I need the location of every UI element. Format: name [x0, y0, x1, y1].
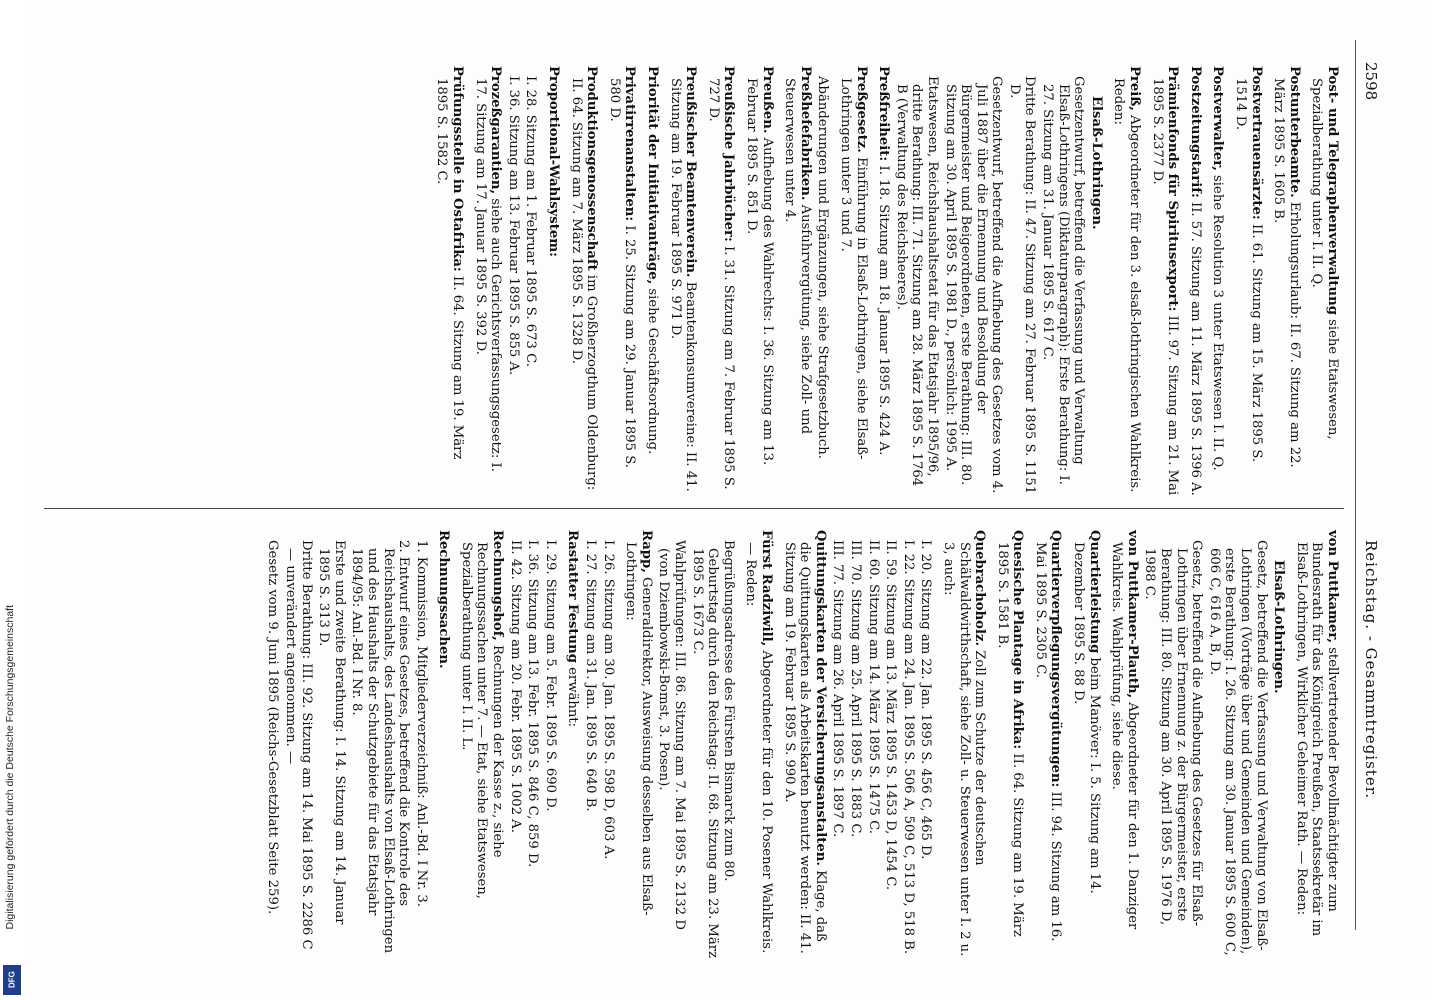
index-entry-text: erwähnt: — [565, 662, 581, 728]
index-entry — [644, 66, 660, 496]
index-entry — [1109, 530, 1140, 960]
index-entry — [568, 66, 599, 496]
index-entry-heading: Rechnungshof, — [490, 530, 506, 641]
index-entry-text: III. 97. Sitzung am 21. Mai 1895 S. 2377 D. — [1149, 78, 1181, 496]
index-entry-heading: Postvertrauensärzte: — [1248, 66, 1264, 220]
index-subentry: III. 77. Sitzung am 26. April 1895 S. 1897 C. — [830, 540, 846, 838]
index-entry — [1309, 66, 1340, 496]
index-entry-text: Klage, daß die Quittungskarten als Arbeitskarten benutzt werden: II. 41. Sitzung am 19. Februar 1895 S. 990 A. — [781, 542, 828, 954]
index-entry-text: siehe auch Gerichtsverfassungsgesetz: I. 17. Sitzung am 17. Januar 1895 S. 392 D. — [472, 78, 504, 472]
index-entry-heading: von Puttkamer-Plauth, — [1124, 530, 1140, 699]
index-subentry: Dritte Berathung: III. 92. Sitzung am 14. Mai 1895 S. 2286 C — unverändert angenommen. — — [282, 540, 314, 950]
index-entry — [545, 66, 561, 496]
index-entry — [743, 530, 774, 960]
index-entry-text: I. 31. Sitzung am 7. Februar 1895 S. 727 D. — [705, 78, 737, 490]
index-subentry: Gesetz, betreffend die Verfassung und Verwaltung von Elsaß-Lothringen (Vorträge über und Gemeinden und Gemeinden), erste Berathung: I. 26. Sitzung am 30. Januar 1895 S. 600 C, 606 C, 616 A, B, D. — [1206, 540, 1269, 956]
index-entry — [434, 66, 465, 496]
index-entry-text: II. 64. Sitzung am 19. März 1895 S. 1582 C. — [434, 78, 466, 460]
dfg-logo: DFG — [3, 965, 21, 995]
index-entry — [623, 530, 654, 960]
index-subentry: Dritte Berathung: II. 47. Sitzung am 27. Februar 1895 S. 1151 D. — [1006, 76, 1038, 495]
index-subentry: Begrüßungsadresse des Fürsten Bismarck zum 80. Geburtstag durch den Reichstag: II. 68. Sitzung am 23. März 1895 S. 1673 C. — [689, 540, 736, 958]
index-subentry: I. 29. Sitzung am 5. Febr. 1895 S. 690 D. — [542, 540, 558, 812]
index-entry-text: Beamtenkonsumvereine: II. 41. Sitzung am 19. Februar 1895 S. 971 D. — [667, 78, 699, 492]
index-entry-heading: Quebrachoholz. — [972, 530, 988, 647]
index-subentry: I. 36. Sitzung am 13. Febr. 1895 S. 846 C, 859 D. — [525, 540, 541, 868]
index-entry-heading: Quartierleistung — [1086, 530, 1102, 654]
index-entry-heading: Fürst Radziwill, — [759, 530, 774, 647]
index-entry-heading: Produktionsgenossenschaft — [584, 66, 600, 271]
index-subentry: 2. Entwurf eines Gesetzes, betreffend die Kontrole des Reichshaushalts, des Landeshaushalts von Elsaß-Lothringen und des Haushalts der Schutzgebiete für das Etatsjahr 1894/95: Anl.-Bd. I Nr. 8. — [349, 540, 412, 954]
index-entry-text: beim Manöver: I. 5. Sitzung am 14. Dezember 1895 S. 88 D. — [1071, 542, 1102, 894]
index-entry — [782, 66, 813, 496]
index-entry-text: siehe Resolution 3 unter Etatswesen I. II. Q. — [1210, 170, 1226, 471]
index-entry-heading: Postverwalter, — [1210, 66, 1226, 171]
index-entry-text: I. 18. Sitzung am 18. Januar 1895 S. 424 A. — [876, 161, 892, 456]
column-divider — [44, 508, 1344, 509]
page-header — [1355, 40, 1384, 930]
index-entry — [1210, 66, 1226, 496]
index-subheading: Elsaß-Lothringen. — [1088, 96, 1104, 230]
index-entry-text: Aufhebung des Wahlrechts: I. 36. Sitzung am 13. Februar 1895 S. 851 D. — [744, 78, 775, 466]
right-column — [263, 530, 1340, 960]
index-subentry: 1. Kommission, Mitgliederverzeichniß: Anl.-Bd. I Nr. 3. — [413, 540, 429, 907]
index-entry — [1293, 530, 1340, 960]
index-subentry: I. 22. Sitzung am 24. Jan. 1895 S. 506 A, 509 C, 513 D, 518 B. — [900, 540, 916, 955]
index-entry-text: siehe Geschäftsordnung. — [645, 284, 661, 455]
index-subentry: I. 20. Sitzung am 22. Jan. 1895 S. 456 C, 465 D. — [918, 540, 934, 860]
index-entry-text: II. 64. Sitzung am 19. März 1895 S. 1581 B. — [994, 542, 1026, 937]
index-entry-heading: Post- und Telegraphenverwaltung — [1325, 66, 1340, 315]
index-subentry: Gesetz, betreffend die Aufhebung des Gesetzes für Elsaß-Lothringen über Ernennung z. der Bürgermeister, erste Berathung: III. 80. Sitzung am 30. April 1895 S. 1976 D, 1988 C. — [1142, 540, 1205, 927]
index-entry-heading: Proportional-Wahlsystem: — [546, 66, 562, 258]
index-entry-text: stellvertretender Bevollmächtigter zum Bundesrath für das Königreich Preußen, Staatssekretär im Elsaß-Lothringen, Wirklicher Geheimer Rath. — Reden: — [1293, 542, 1340, 937]
index-entry-heading: Quesische Plantage in Afrika: — [1010, 530, 1026, 750]
index-entry-heading: Preußische Jahrbücher: — [721, 66, 737, 242]
index-entry — [667, 66, 698, 496]
index-entry-text: II. 57. Sitzung am 11. März 1895 S. 1396 A. — [1187, 197, 1203, 496]
index-entry-heading: Postzeitungstarif: — [1187, 66, 1203, 198]
index-entry — [876, 66, 892, 496]
index-entry-heading: Preßgesetz. — [853, 66, 869, 153]
index-entry-text: Erholungsurlaub: II. 67. Sitzung am 22. März 1895 S. 1605 B. — [1271, 78, 1302, 468]
index-entry — [1111, 66, 1142, 496]
index-entry — [1271, 66, 1302, 496]
index-entry — [1149, 66, 1180, 496]
index-entry-text: Abgeordneter für den 3. elsaß-lothringischen Wahlkreis. Reden: — [1111, 78, 1143, 493]
index-entry-heading: Prüfungsstelle in Ostafrika: — [450, 66, 466, 272]
index-entry — [743, 66, 774, 496]
index-subentry: Gesetz vom 9. Juni 1895 (Reichs-Gesetzblatt Seite 259). — [265, 540, 281, 915]
index-entry-text: Einführung in Elsaß-Lothringen, siehe Elsaß-Lothringen unter 3 und 7. — [837, 78, 869, 460]
index-entry — [565, 530, 581, 960]
index-entry-text: III. 94. Sitzung am 16. Mai 1895 S. 2305 C. — [1032, 542, 1064, 942]
digitization-note: Digitalisierung gefördert durch die Deutsche Forschungsgemeinschaft — [4, 605, 16, 930]
index-subentry: Abänderungen und Ergänzungen, siehe Strafgesetzbuch. — [815, 76, 831, 459]
index-entry-heading: Prozeßgarantien, — [488, 66, 504, 195]
index-entry-text: Abgeordneter für den 1. Danziger Wahlkreis. Wahlprüfung, siehe diese. — [1109, 542, 1140, 930]
index-entry — [1071, 530, 1102, 960]
index-subentry: II. 60. Sitzung am 14. März 1895 S. 1475 C. — [865, 540, 881, 834]
index-entry-text: im Großherzogthum Oldenburg: II. 64. Sitzung am 7. März 1895 S. 1328 D. — [568, 78, 600, 491]
index-entry-text: I. 25. Sitzung am 29. Januar 1895 S. 580 D. — [606, 78, 638, 468]
side-strip — [0, 0, 26, 1000]
index-subentry: II. 42. Sitzung am 20. Febr. 1895 S. 1002 A. — [507, 540, 523, 833]
index-entry-text: Abgeordneter für den 10. Posener Wahlkreis. — Reden: — [743, 542, 774, 954]
index-entry-text: Zoll zum Schutze der deutschen Schälwaldwirthschaft, siehe Zoll- u. Steuerwesen unter I. 2 u. 3, auch: — [940, 542, 988, 957]
index-subentry: I. 36. Sitzung am 13. Februar 1895 S. 855 A. — [505, 76, 521, 376]
index-entry-heading: Rapp, — [638, 530, 654, 573]
index-entry-heading: Preußen. — [759, 66, 775, 134]
index-entry-heading: Preßhefefabriken. — [797, 66, 813, 201]
index-subentry: Erste und zweite Berathung: I. 14. Sitzung am 14. Januar 1895 S. 313 D. — [316, 540, 347, 925]
index-entry — [705, 66, 736, 496]
index-entry — [781, 530, 828, 960]
index-entry — [940, 530, 987, 960]
index-entry-text: II. 61. Sitzung am 15. März 1895 S. 1514 D. — [1233, 78, 1264, 463]
index-entry — [472, 66, 503, 496]
index-entry — [837, 66, 868, 496]
index-entry-heading: Preiß, — [1127, 66, 1143, 111]
index-entry-heading: Privatirrenanstalten: — [622, 66, 638, 222]
index-entry-text: Rechnungen der Kasse z., siehe Rechnungssachen unter 7. — Etat, siehe Etatswesen, Spezialberathung unter I. II. L. — [458, 542, 506, 899]
index-entry — [994, 530, 1025, 960]
index-subentry: II. 59. Sitzung am 13. März 1895 S. 1453 D, 1454 C. — [883, 540, 899, 891]
index-entry-heading: Postunterbeamte. — [1286, 66, 1302, 198]
index-entry — [1032, 530, 1063, 960]
index-entry — [1187, 66, 1203, 496]
index-entry — [436, 530, 452, 960]
index-subentry: III. 70. Sitzung am 25. April 1895 S. 1883 C. — [847, 540, 863, 838]
index-entry-heading: Rastatter Festung — [565, 530, 581, 663]
index-entry-text: Ausfuhrvergütung, siehe Zoll- und Steuerwesen unter 4. — [782, 78, 813, 435]
index-subentry: I. 28. Sitzung am 1. Februar 1895 S. 673 C. — [523, 76, 539, 367]
index-entry — [606, 66, 637, 496]
index-entry-heading: Priorität der Initiativanträge, — [645, 66, 661, 285]
index-entry-heading: Preußischer Beamtenverein. — [683, 66, 699, 278]
index-subentry: I. 26. Sitzung am 30. Jan. 1895 S. 598 D, 603 A. — [600, 540, 616, 860]
index-entry-text: siehe Etatswesen, Spezialberathung unter I. II. Q. — [1309, 78, 1340, 440]
index-entry-heading: von Puttkamer, — [1325, 530, 1340, 643]
index-entry — [458, 530, 505, 960]
index-subentry: Gesetzentwurf, betreffend die Aufhebung des Gesetzes vom 4. Juli 1887 über die Ernennung und Besoldung der Bürgermeister und Beigeordneten, erste Berathung: III. 80. Sitzung am 30. April 1895 S. 1981 D., persönlich: 1995 A. — [942, 76, 1005, 494]
index-entry-heading: Preßfreiheit: — [876, 66, 892, 162]
index-subentry: Wahlprüfungen: III. 86. Sitzung am 7. Mai 1895 S. 2132 D (von Dziembowski-Bomst, 3. Posen). — [656, 540, 688, 930]
index-entry-heading: Prämienfonds für Spiritusexport: — [1165, 66, 1181, 312]
index-entry-heading: Rechnungssachen. — [436, 530, 452, 669]
index-subentry: I. 27. Sitzung am 31. Jan. 1895 S. 640 B. — [583, 540, 599, 812]
index-subheading: Elsaß-Lothringen. — [1271, 560, 1287, 694]
index-entry-text: Generaldirektor, Ausweisung desselben aus Elsaß-Lothringen: — [623, 542, 654, 916]
index-entry-heading: Quartierverpflegungsvergütungen: — [1048, 530, 1064, 788]
index-subentry: Gesetzentwurf, betreffend die Verfassung und Verwaltung Elsaß-Lothringens (Diktaturparagraph): Erste Berathung: I. 27. Sitzung am 31. Januar 1895 S. 617 C. — [1040, 76, 1087, 485]
page-number: 2598 — [1362, 62, 1380, 101]
running-title: Reichstag. - Gesammtregister. — [1362, 540, 1380, 799]
index-subentry: Etatswesen, Reichshaushaltsetat für das Etatsjahr 1895/96, dritte Berathung: III. 71. Sitzung am 28. März 1895 S. 1764 B (Verwaltung des Reichsheeres). — [893, 76, 940, 487]
index-entry — [1232, 66, 1263, 496]
left-column — [427, 66, 1340, 496]
index-entry-heading: Quittungskarten der Versicherungsanstalten. — [812, 530, 828, 866]
